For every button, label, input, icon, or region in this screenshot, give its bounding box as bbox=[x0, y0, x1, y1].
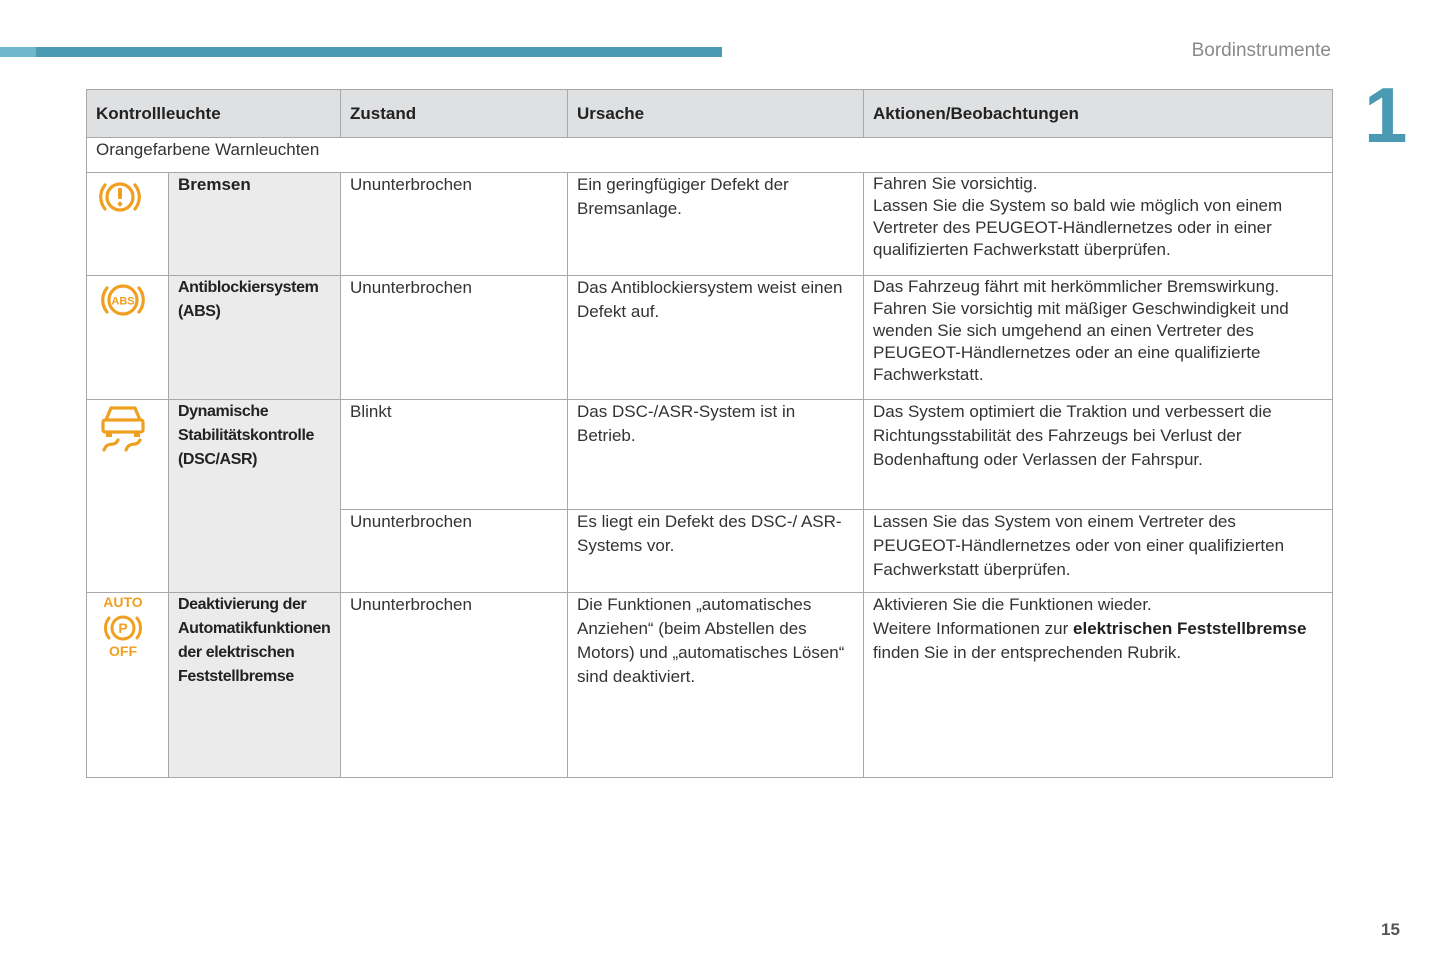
actions-cell bbox=[864, 593, 1333, 778]
action-line: Fahren Sie vorsichtig mit mäßiger Geschwindigkeit und wenden Sie sich umgehend an einen Vertreter des PEUGEOT-Händlernetzes oder an eine qualifizierte Fachwerkstatt. bbox=[873, 299, 1289, 384]
top-accent-bar bbox=[0, 47, 722, 57]
chapter-number: 1 bbox=[1364, 71, 1408, 159]
column-header-actions: Aktionen/Beobachtungen bbox=[864, 90, 1333, 138]
action-text: Weitere Informationen zur bbox=[873, 619, 1074, 638]
icon-text-auto: AUTO bbox=[103, 594, 143, 610]
actions-cell: Lassen Sie das System von einem Vertreter des PEUGEOT-Händlernetzes oder von einer qualifizierten Fachwerkstatt überprüfen. bbox=[864, 510, 1333, 593]
section-title: Bordinstrumente bbox=[1191, 40, 1331, 61]
icon-text-p: P bbox=[118, 620, 128, 636]
indicator-name: Dynamische Stabilitätskontrolle (DSC/ASR) bbox=[169, 400, 341, 593]
stability-control-icon bbox=[87, 400, 169, 593]
section-label: Orangefarbene Warnleuchten bbox=[87, 138, 1333, 173]
abs-warning-icon bbox=[87, 276, 169, 400]
column-header-cause: Ursache bbox=[568, 90, 864, 138]
indicator-name: Bremsen bbox=[169, 173, 341, 276]
table-header-row bbox=[87, 90, 1333, 138]
action-emphasis: elektrischen Feststellbremse bbox=[1073, 619, 1307, 638]
action-line: Aktivieren Sie die Funktionen wieder. bbox=[873, 595, 1152, 614]
warning-lights-table bbox=[86, 89, 1333, 778]
state-cell: Ununterbrochen bbox=[341, 173, 568, 276]
cause-cell: Das DSC-/ASR-System ist in Betrieb. bbox=[568, 400, 864, 510]
actions-cell bbox=[864, 173, 1333, 276]
action-line: Lassen Sie die System so bald wie möglich von einem Vertreter des PEUGEOT-Händlernetzes oder in einer qualifizierten Fachwerkstatt überprüfen. bbox=[873, 196, 1283, 259]
column-header-indicator: Kontrollleuchte bbox=[87, 90, 341, 138]
indicator-name: Deaktivierung der Automatikfunktionen der elektrischen Feststellbremse bbox=[169, 593, 341, 778]
state-cell: Ununterbrochen bbox=[341, 510, 568, 593]
brake-warning-icon bbox=[87, 173, 169, 276]
actions-cell: Das System optimiert die Traktion und verbessert die Richtungsstabilität des Fahrzeugs bei Verlust der Bodenhaftung oder Verlassen der Fahrspur. bbox=[864, 400, 1333, 510]
cause-cell: Das Antiblockiersystem weist einen Defekt auf. bbox=[568, 276, 864, 400]
auto-parking-brake-off-icon bbox=[87, 593, 169, 778]
action-line: Das Fahrzeug fährt mit herkömmlicher Bremswirkung. bbox=[873, 277, 1280, 296]
section-row bbox=[87, 138, 1333, 173]
state-cell: Ununterbrochen bbox=[341, 276, 568, 400]
cause-cell: Es liegt ein Defekt des DSC-/ ASR-Systems vor. bbox=[568, 510, 864, 593]
action-text: finden Sie in der entsprechenden Rubrik. bbox=[873, 643, 1182, 662]
column-header-state: Zustand bbox=[341, 90, 568, 138]
icon-text-off: OFF bbox=[109, 643, 137, 659]
table-row bbox=[87, 173, 1333, 276]
table-row bbox=[87, 400, 1333, 510]
table-row bbox=[87, 276, 1333, 400]
actions-cell bbox=[864, 276, 1333, 400]
table-row bbox=[87, 593, 1333, 778]
action-line bbox=[873, 617, 1323, 665]
top-accent-bar-highlight bbox=[0, 47, 36, 57]
indicator-name: Antiblockiersystem (ABS) bbox=[169, 276, 341, 400]
cause-cell: Ein geringfügiger Defekt der Bremsanlage. bbox=[568, 173, 864, 276]
action-line: Fahren Sie vorsichtig. bbox=[873, 174, 1038, 193]
svg-text:ABS: ABS bbox=[111, 295, 135, 308]
state-cell: Ununterbrochen bbox=[341, 593, 568, 778]
cause-cell: Die Funktionen „automatisches Anziehen“ (beim Abstellen des Motors) und „automatisches Lösen“ sind deaktiviert. bbox=[568, 593, 864, 778]
state-cell: Blinkt bbox=[341, 400, 568, 510]
page-number: 15 bbox=[1381, 920, 1400, 939]
